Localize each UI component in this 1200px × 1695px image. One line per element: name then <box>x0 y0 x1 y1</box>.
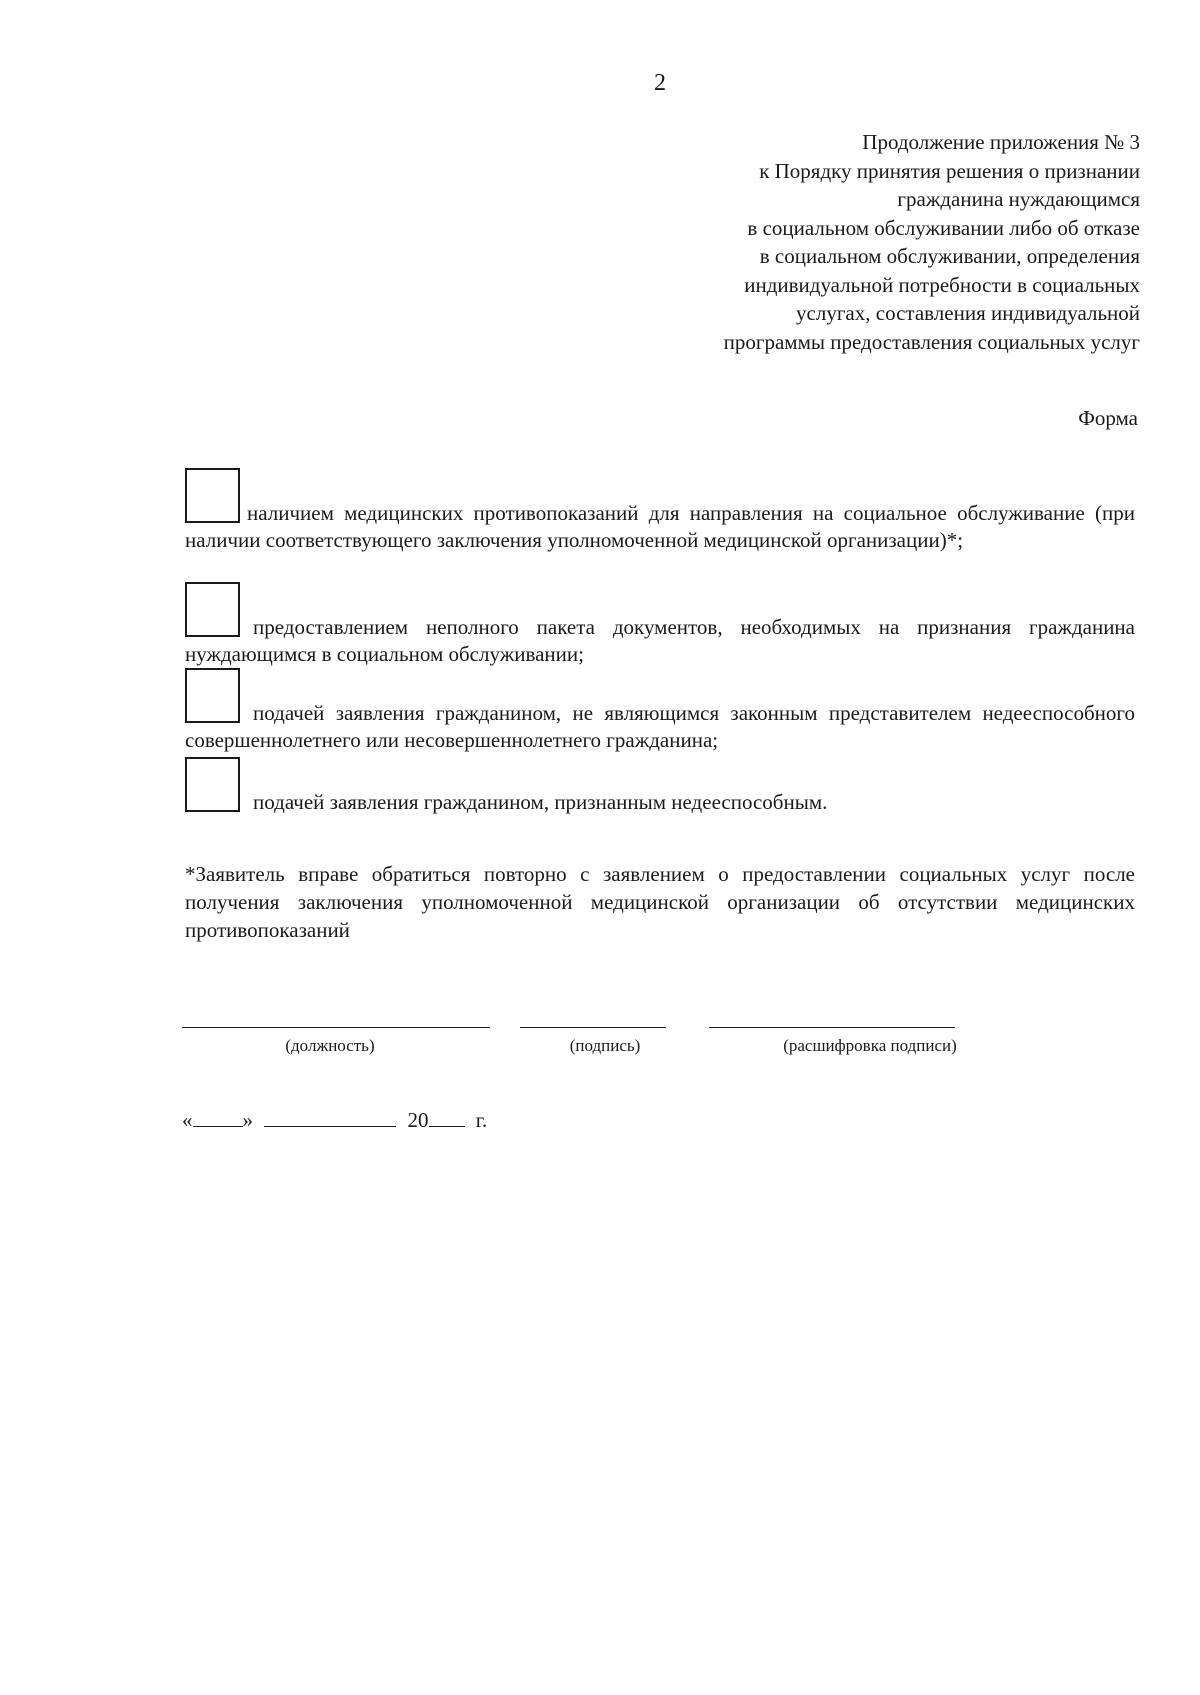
position-line[interactable] <box>182 1027 490 1028</box>
signature-line[interactable] <box>520 1027 666 1028</box>
date-open-quote: « <box>182 1108 193 1132</box>
year-prefix: 20 <box>407 1108 429 1132</box>
signature-label: (подпись) <box>569 1036 641 1055</box>
annex-line: услугах, составления индивидуальной <box>796 301 1140 325</box>
position-label: (должность) <box>285 1036 375 1055</box>
option-1-text: наличием медицинских противопоказаний для направления на социальное обслуживание (при наличии соответствующего заключения уполномоченной медицинской организации)*; <box>185 501 1135 552</box>
annex-line: Продолжение приложения № 3 <box>862 130 1140 154</box>
option-3 <box>185 700 1135 754</box>
annex-line: к Порядку принятия решения о признании <box>759 158 1140 183</box>
annex-line: в социальном обслуживании, определения <box>759 244 1140 268</box>
month-blank[interactable] <box>264 1108 396 1127</box>
option-2 <box>185 614 1135 668</box>
option-1 <box>185 500 1135 554</box>
year-blank[interactable] <box>429 1108 465 1127</box>
option-4-text: подачей заявления гражданином, признанным недееспособным. <box>253 790 828 814</box>
year-suffix: г. <box>475 1108 488 1132</box>
option-3-text: подачей заявления гражданином, не являющимся законным представителем недееспособного совершеннолетнего или несовершеннолетнего гражданина; <box>185 701 1135 752</box>
page-number: 2 <box>654 70 666 96</box>
decoding-label: (расшифровка подписи) <box>783 1036 957 1055</box>
annex-line: гражданина нуждающимся <box>897 187 1140 211</box>
form-label: Форма <box>1078 406 1138 430</box>
annex-line: индивидуальной потребности в социальных <box>744 272 1140 297</box>
option-4 <box>185 789 1135 816</box>
signature-decoding-line[interactable] <box>709 1027 955 1028</box>
annex-line: в социальном обслуживании либо об отказе <box>747 215 1140 240</box>
day-blank[interactable] <box>193 1108 243 1127</box>
date-close-quote: » <box>242 1108 253 1132</box>
annex-line: программы предоставления социальных услуг <box>723 329 1140 354</box>
date-row <box>182 1108 487 1133</box>
annex-header <box>540 128 1140 356</box>
option-2-text: предоставлением неполного пакета документов, необходимых на признания гражданина нуждающимся в социальном обслуживании; <box>185 615 1135 666</box>
footnote: *Заявитель вправе обратиться повторно с заявлением о предоставлении социальных услуг после получения заключения уполномоченной медицинской организации об отсутствии медицинских противопоказаний <box>185 862 1135 942</box>
